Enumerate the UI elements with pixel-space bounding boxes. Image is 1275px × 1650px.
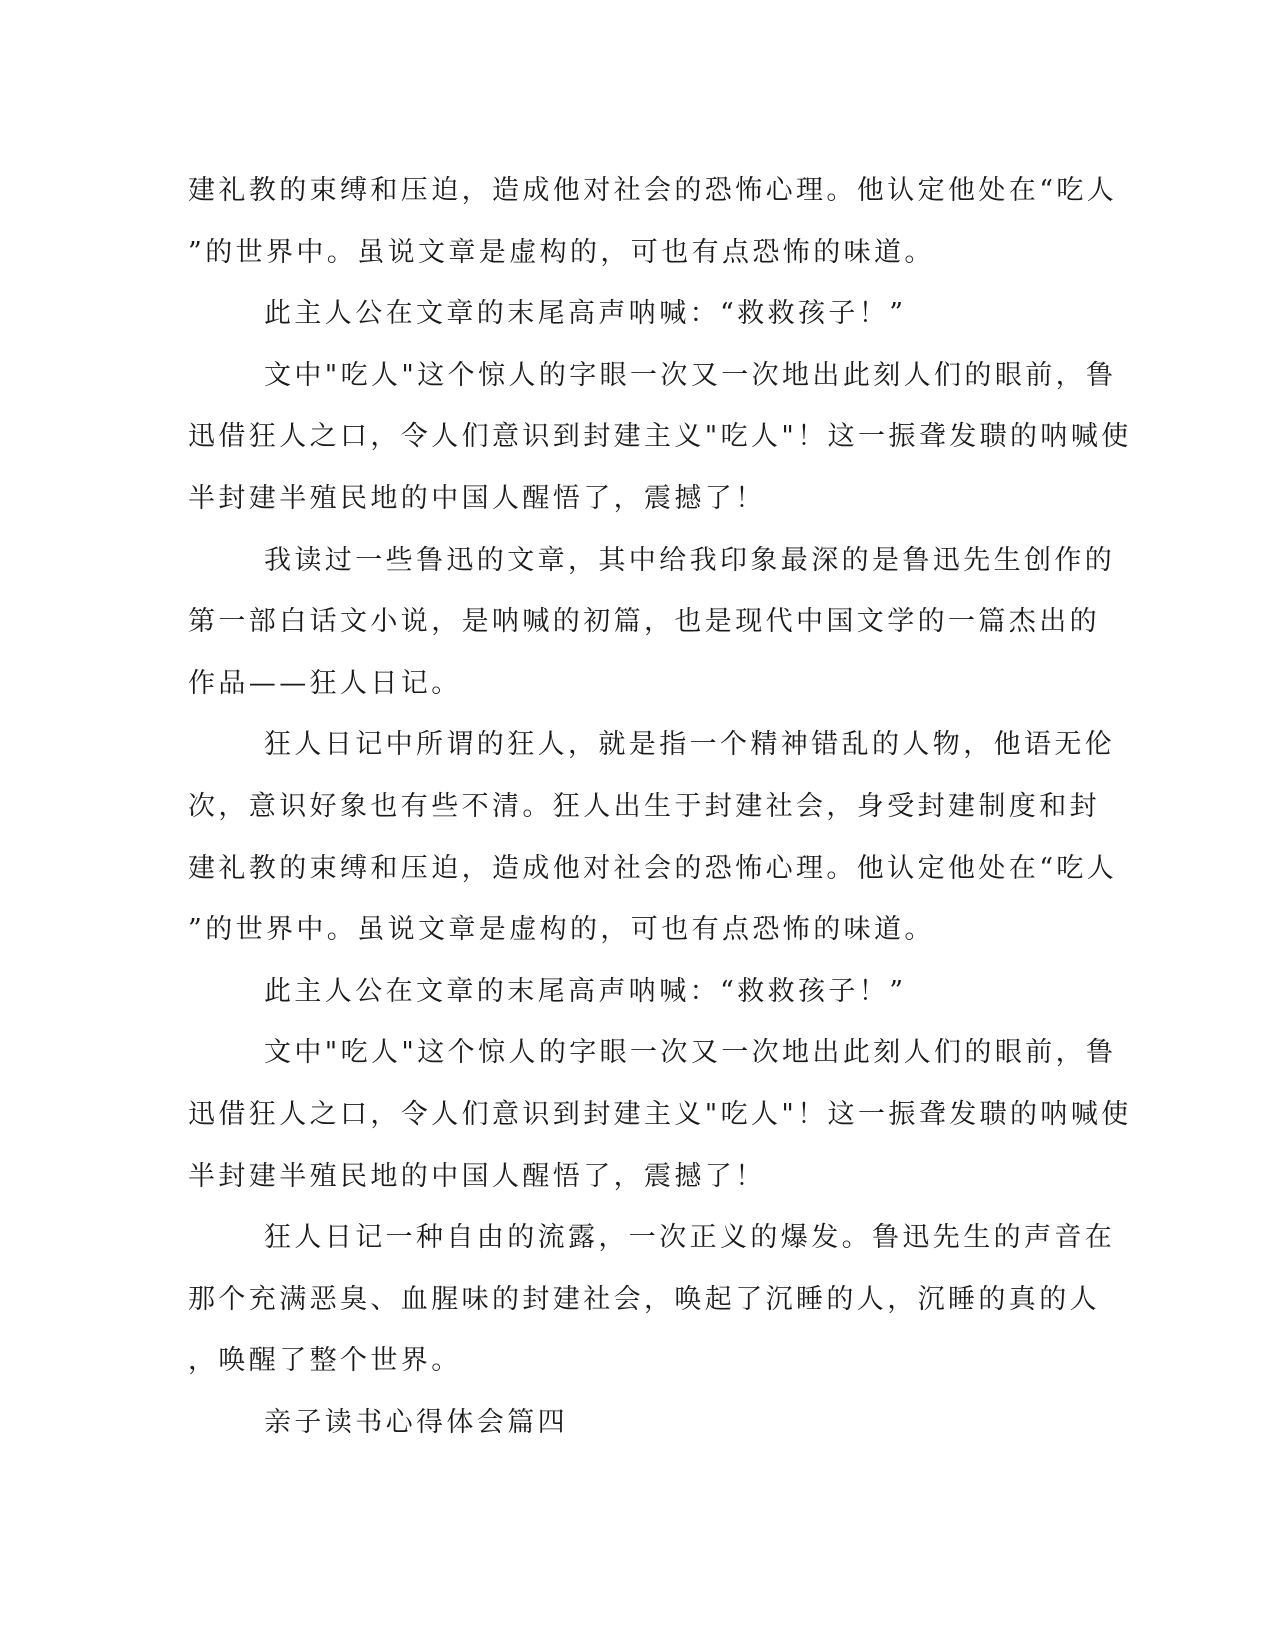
text-line: ，唤醒了整个世界。	[188, 1345, 462, 1377]
text-line: 半封建半殖民地的中国人醒悟了，震撼了！	[188, 482, 766, 514]
text-line: 半封建半殖民地的中国人醒悟了，震撼了！	[188, 1160, 766, 1192]
text-line: 那个充满恶臭、血腥味的封建社会，唤起了沉睡的人，沉睡的真的人	[188, 1283, 1100, 1315]
text-line: 文中"吃人"这个惊人的字眼一次又一次地出此刻人们的眼前，鲁	[264, 1037, 1117, 1069]
section-heading: 亲子读书心得体会篇四	[264, 1406, 568, 1438]
text-line: 狂人日记中所谓的狂人，就是指一个精神错乱的人物，他语无伦	[264, 729, 1116, 761]
text-line: 此主人公在文章的末尾高声呐喊：“救救孩子！”	[264, 298, 907, 330]
text-line: 狂人日记一种自由的流露，一次正义的爆发。鲁迅先生的声音在	[264, 1222, 1116, 1254]
text-line: 我读过一些鲁迅的文章，其中给我印象最深的是鲁迅先生创作的	[264, 544, 1116, 576]
text-line: ”的世界中。虽说文章是虚构的，可也有点恐怖的味道。	[188, 236, 935, 268]
text-line: 迅借狂人之口，令人们意识到封建主义"吃人"！这一振聋发聩的呐喊使	[188, 1098, 1132, 1130]
document-body	[188, 160, 1132, 1453]
text-line: 第一部白话文小说，是呐喊的初篇，也是现代中国文学的一篇杰出的	[188, 606, 1100, 638]
text-line: ”的世界中。虽说文章是虚构的，可也有点恐怖的味道。	[188, 914, 935, 946]
text-line: 次，意识好象也有些不清。狂人出生于封建社会，身受封建制度和封	[188, 790, 1100, 822]
text-line: 此主人公在文章的末尾高声呐喊：“救救孩子！”	[264, 975, 907, 1007]
text-line: 作品——狂人日记。	[188, 667, 462, 699]
text-line: 建礼教的束缚和压迫，造成他对社会的恐怖心理。他认定他处在“吃人	[188, 175, 1118, 206]
text-line: 建礼教的束缚和压迫，造成他对社会的恐怖心理。他认定他处在“吃人	[188, 852, 1118, 884]
text-line: 迅借狂人之口，令人们意识到封建主义"吃人"！这一振聋发聩的呐喊使	[188, 421, 1132, 453]
text-line: 文中"吃人"这个惊人的字眼一次又一次地出此刻人们的眼前，鲁	[264, 359, 1117, 391]
